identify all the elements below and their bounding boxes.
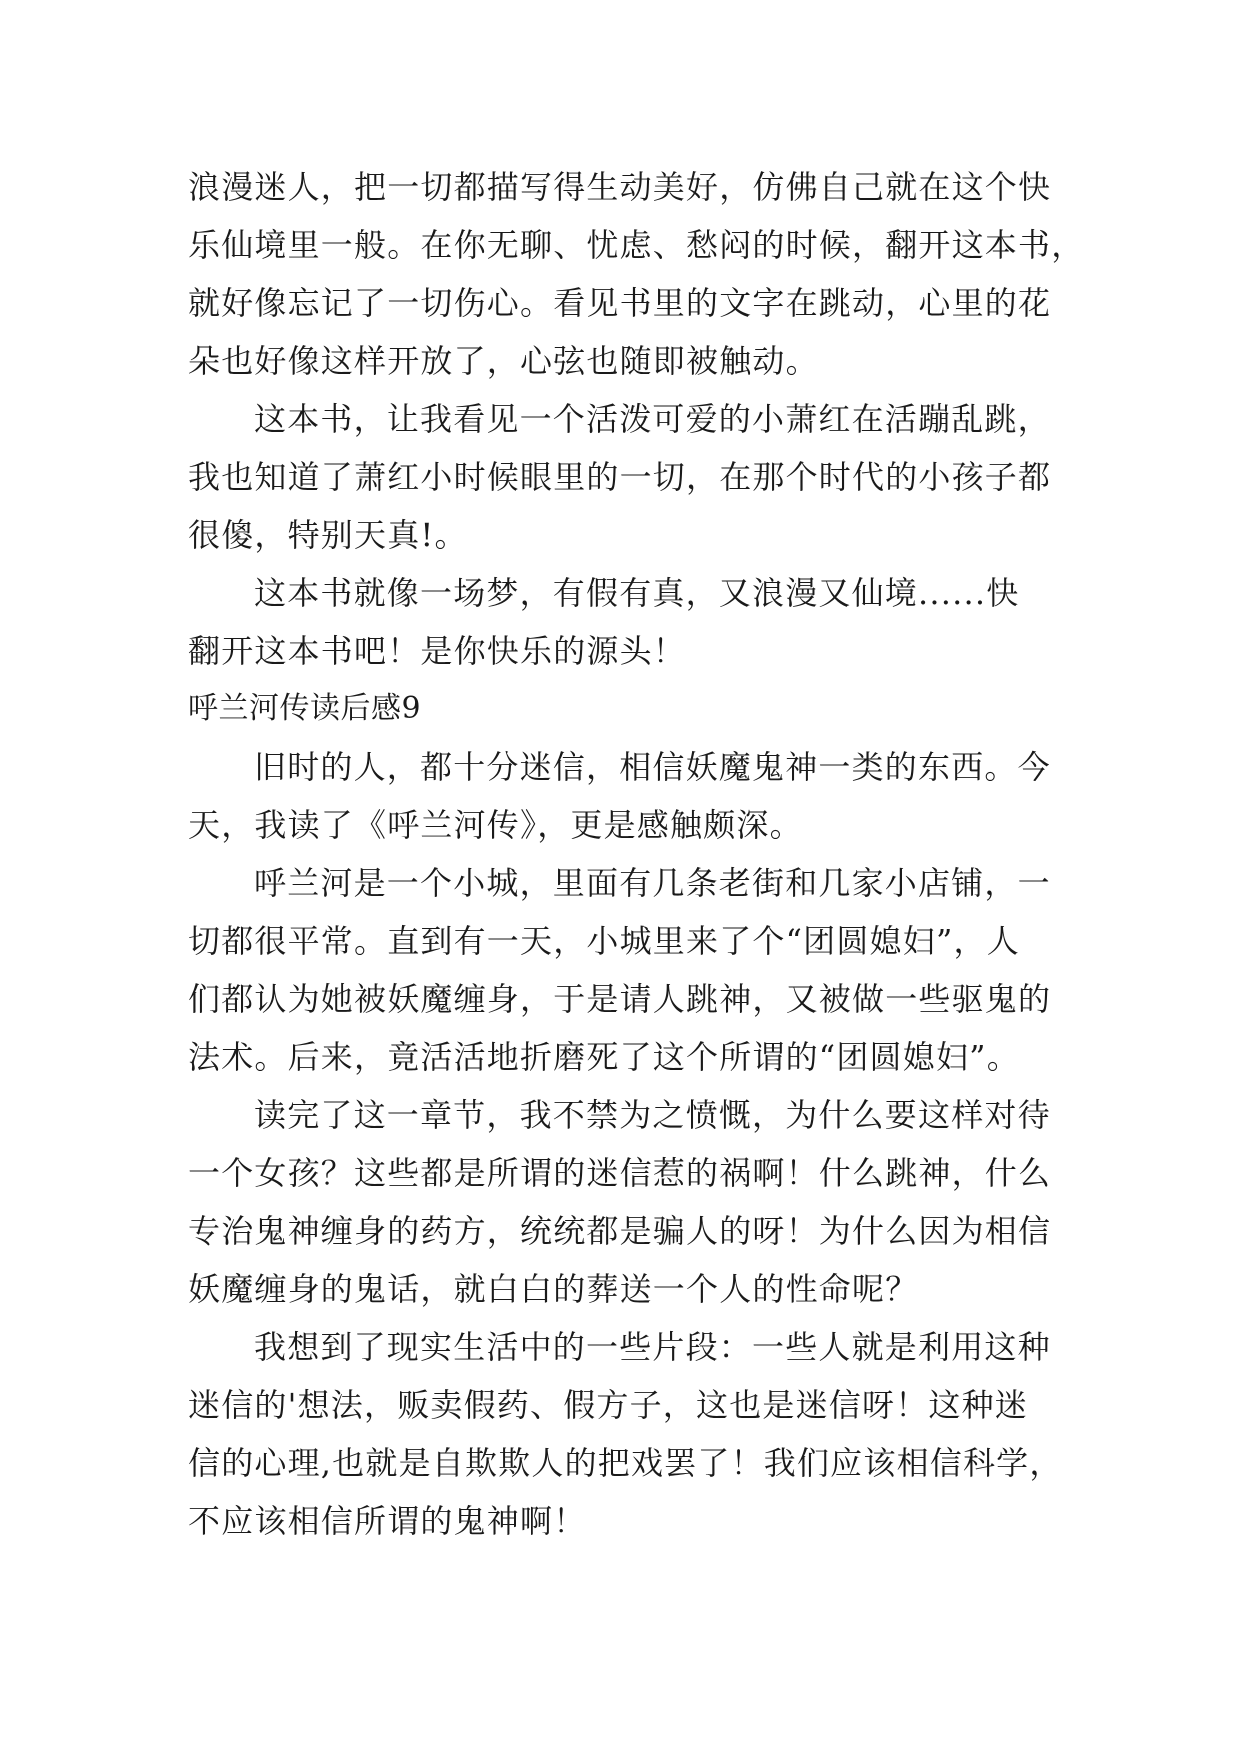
paragraph-first-line: 我想到了现实生活中的一些片段：一些人就是利用这种 xyxy=(254,1328,1051,1366)
section-heading: 呼兰河传读后感9 xyxy=(188,691,422,726)
text-line: 妖魔缠身的鬼话，就白白的葬送一个人的性命呢？ xyxy=(188,1270,919,1308)
text-line: 们都认为她被妖魔缠身，于是请人跳神，又被做一些驱鬼的 xyxy=(188,980,1052,1018)
paragraph-first-line: 呼兰河是一个小城，里面有几条老街和几家小店铺，一 xyxy=(254,864,1051,902)
text-line: 我也知道了萧红小时候眼里的一切，在那个时代的小孩子都 xyxy=(188,458,1052,496)
text-line: 就好像忘记了一切伤心。看见书里的文字在跳动，心里的花 xyxy=(188,284,1052,322)
text-line: 浪漫迷人，把一切都描写得生动美好，仿佛自己就在这个快 xyxy=(188,168,1052,206)
document-body xyxy=(188,158,1085,1550)
text-line: 翻开这本书吧！是你快乐的源头！ xyxy=(188,632,687,670)
text-line: 切都很平常。直到有一天，小城里来了个“团圆媳妇”，人 xyxy=(188,922,1020,960)
text-line: 乐仙境里一般。在你无聊、忧虑、愁闷的时候，翻开这本书， xyxy=(188,226,1085,264)
text-line: 朵也好像这样开放了，心弦也随即被触动。 xyxy=(188,342,819,380)
paragraph-first-line: 这本书，让我看见一个活泼可爱的小萧红在活蹦乱跳， xyxy=(254,400,1051,438)
text-line: 信的心理,也就是自欺欺人的把戏罢了！我们应该相信科学， xyxy=(188,1444,1063,1482)
paragraph-first-line: 旧时的人，都十分迷信，相信妖魔鬼神一类的东西。今 xyxy=(254,748,1051,786)
text-line: 一个女孩？这些都是所谓的迷信惹的祸啊！什么跳神，什么 xyxy=(188,1154,1052,1192)
text-line: 专治鬼神缠身的药方，统统都是骗人的呀！为什么因为相信 xyxy=(188,1212,1052,1250)
paragraph-first-line: 这本书就像一场梦，有假有真，又浪漫又仙境......快 xyxy=(254,574,1020,612)
paragraph-first-line: 读完了这一章节，我不禁为之愤慨，为什么要这样对待 xyxy=(254,1096,1051,1134)
text-line: 法术。后来，竟活活地折磨死了这个所谓的“团圆媳妇”。 xyxy=(188,1038,1020,1076)
text-line: 很傻，特别天真!。 xyxy=(188,516,468,554)
text-line: 不应该相信所谓的鬼神啊！ xyxy=(188,1502,587,1540)
text-line: 迷信的'想法，贩卖假药、假方子，这也是迷信呀！这种迷 xyxy=(188,1386,1028,1424)
text-line: 天，我读了《呼兰河传》，更是感触颇深。 xyxy=(188,806,803,844)
